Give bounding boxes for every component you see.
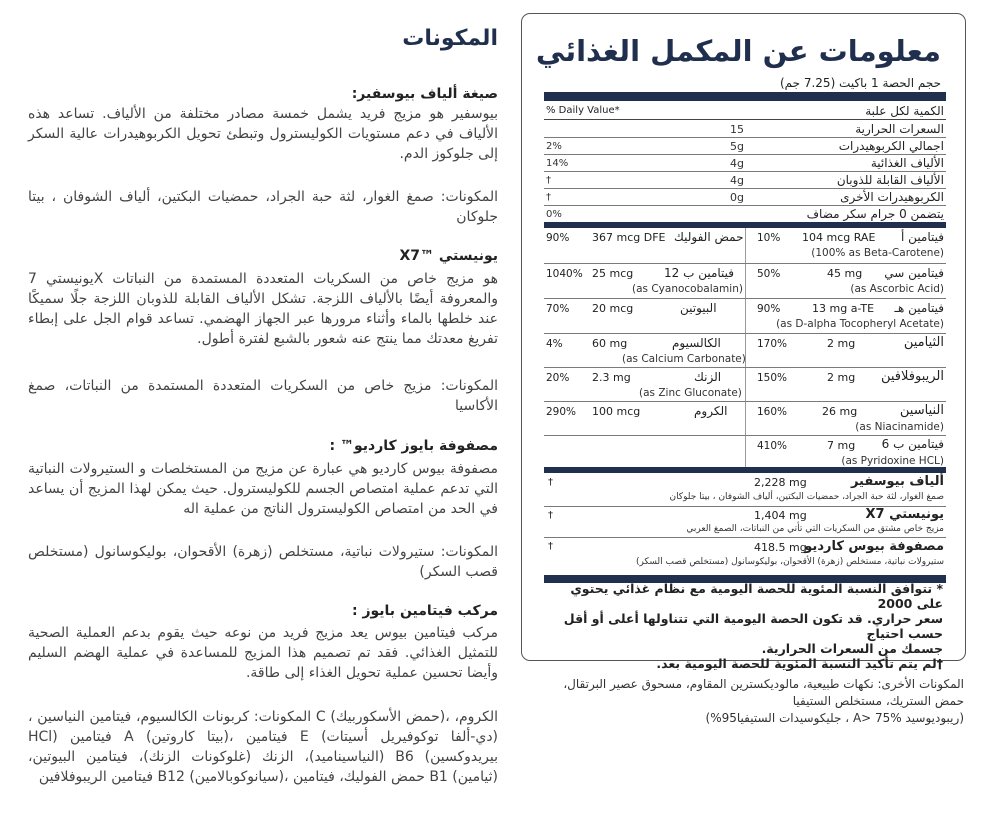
other-ingredients xyxy=(534,676,964,727)
daily-value-footnote xyxy=(543,581,943,671)
blend-name: مصفوفة بيوس كارديو xyxy=(804,539,944,554)
vitamin-pct: 20% xyxy=(546,372,570,384)
section-heading: صيغة ألياف بيوسفير: xyxy=(351,86,498,102)
vitamin-name: فيتامين سي xyxy=(884,266,944,280)
blend-ingredients: ستيرولات نباتية، مستخلص (زهرة) الأقحوان، بوليكوسانول (مستخلص قصب السكر) xyxy=(635,557,944,567)
ingredients-title: المكونات xyxy=(402,26,498,51)
vitamin-pct: 90% xyxy=(757,303,781,315)
nutrient-amount: 15 xyxy=(730,123,744,136)
nutrient-pct: 2% xyxy=(546,141,562,152)
vitamin-name: الزنك xyxy=(694,370,722,384)
vitamin-row xyxy=(544,436,946,470)
vitamin-name: فيتامين أ xyxy=(901,230,944,244)
blend-dagger: † xyxy=(548,510,553,521)
section-paragraph: مصفوفة بيوس كارديو هي عبارة عن مزيج من المستخلصات و الستيرولات النباتية التي تدعم عملية امتصاص الجسم للكوليسترول. حيث يمكن لهذا المزيج أن يساعد في الحد من امتصاص الكوليسترول الناتج من عملية اله xyxy=(28,461,498,517)
vitamin-column-divider xyxy=(745,436,746,470)
vitamin-name: فيتامين ب 6 xyxy=(881,437,944,451)
vitamin-pct: 410% xyxy=(757,440,788,452)
vitamin-column-divider xyxy=(745,299,746,333)
vitamin-pct: 50% xyxy=(757,268,781,280)
vitamin-pct: 290% xyxy=(546,406,577,418)
vitamin-amount: 20 mcg xyxy=(592,302,634,315)
vitamin-amount: 2 mg xyxy=(827,371,856,384)
vitamin-form: (as D-alpha Tocopheryl Acetate) xyxy=(776,318,944,330)
vitamin-row xyxy=(544,368,946,402)
blend-row xyxy=(544,538,946,573)
nutrient-name: يتضمن 0 جرام سكر مضاف xyxy=(806,207,944,221)
nutrient-name: السعرات الحرارية xyxy=(855,122,944,136)
section-paragraph: المكونات: مزيج خاص من السكريات المتعددة المستمدة من النباتات، صمغ الأكاسيا xyxy=(28,378,498,414)
nutrient-row xyxy=(544,206,946,223)
nutrient-row xyxy=(544,138,946,155)
vitamin-pct: 4% xyxy=(546,338,563,350)
section-heading: يونيستي ™X7 xyxy=(399,248,498,264)
footnote-line: * تتوافق النسبة المئوية للحصة اليومية مع نظام غذائي يحتوي على 2000 xyxy=(570,581,943,611)
vitamin-pct: 160% xyxy=(757,406,788,418)
vitamin-amount: 25 mcg xyxy=(592,267,634,280)
nutrient-amount: 0g xyxy=(730,191,744,204)
nutrient-pct: 14% xyxy=(546,158,569,169)
blend-amount: 2,228 mg xyxy=(754,476,807,489)
blends-thick-divider xyxy=(544,467,946,473)
vitamin-form: (as Cyanocobalamin) xyxy=(632,283,743,295)
vitamin-row xyxy=(544,228,946,264)
blend-dagger: † xyxy=(548,477,553,488)
nutrient-row xyxy=(544,121,946,138)
section-heading: مصفوفة بايوز كارديو™ : xyxy=(329,438,498,454)
vitamin-column-divider xyxy=(745,228,746,263)
nutrient-amount: 4g xyxy=(730,174,744,187)
blend-ingredients: مزيج خاص مشتق من السكريات التي تأتي من النباتات، الصمغ العربي xyxy=(686,524,944,534)
section-paragraph: المكونات: ستيرولات نباتية، مستخلص (زهرة) الأقحوان، بوليكوسانول (مستخلص قصب السكر) xyxy=(28,544,498,580)
vitamin-amount: 26 mg xyxy=(822,405,858,418)
nutrient-amount: 4g xyxy=(730,157,744,170)
blend-row xyxy=(544,507,946,538)
section-paragraph: المكونات: صمغ الغوار، لثة حبة الجراد، حمضيات البكتين، ألياف الشوفان ، بيتا جلوكان xyxy=(28,189,498,225)
vitamin-form: (as Ascorbic Acid) xyxy=(850,283,944,295)
blend-amount: 418.5 mg xyxy=(754,541,807,554)
nutrient-pct: 0% xyxy=(546,209,562,220)
vitamin-name: فيتامين هـ xyxy=(894,301,944,315)
vitamin-amount: 367 mcg DFE xyxy=(592,231,666,244)
section-paragraph: مركب فيتامين بيوس يعد مزيج فريد من نوعه حيث يقوم بدعم العملية الصحية للتمثيل الغذائي. فقد تم تصميم هذا المزيج للمساعدة في عملية الهضم السليم وأيضا تحسين عملية تحويل الغذاء إلى طاقة. xyxy=(28,625,498,681)
nutrient-name: الألياف القابلة للذوبان xyxy=(836,173,944,187)
blend-dagger: † xyxy=(548,541,553,552)
vitamin-name: البيوتين xyxy=(680,301,717,315)
vitamin-form: (as Zinc Gluconate) xyxy=(639,387,742,399)
footnote-line: سعر حراري. قد تكون الحصة اليومية التي تتناولها أعلى أو أقل حسب احتياج xyxy=(563,611,943,641)
vitamin-pct: 70% xyxy=(546,303,570,315)
header-row xyxy=(544,102,946,120)
nutrient-row xyxy=(544,189,946,206)
other-ingredients-line: (ريبوديوسيد A> 75% ، جليكوسيدات الستيفيا95%) xyxy=(705,711,964,725)
vitamin-amount: 7 mg xyxy=(827,439,856,452)
vitamin-amount: 2 mg xyxy=(827,337,856,350)
blend-amount: 1,404 mg xyxy=(754,509,807,522)
vitamin-amount: 2.3 mg xyxy=(592,371,631,384)
section-paragraph: بيوسفير هو مزيج فريد يشمل خمسة مصادر مختلفة من الألياف. تساعد هذه الألياف في دعم مستويات الكوليسترول وتبطئ تحويل الكربوهيدرات عالية السكر إلى جلوكوز الدم. xyxy=(28,106,498,162)
vitamin-amount: 13 mg a-TE xyxy=(812,302,875,315)
vitamin-pct: 90% xyxy=(546,232,570,244)
section-paragraph: الكروم، ،(حمض الأسكوربيك) C المكونات: كربونات الكالسيوم، فيتامين النياسين ،(دي-ألفا توكوفيريل أسيتات) E فيتامين ،(بيتا كاروتين) A فيتامين (HCl بيريدوكسين) B6 (النياسيناميد)، الزنك (غلوكونات الزنك)، فيتامين البيوتين، (ثيامين) B1 حمض الفوليك، فيتامين ،(سيانوكوبالامين) B12 فيتامين الريبوفلافين xyxy=(28,709,499,785)
section-heading: مركب فيتامين بايوز : xyxy=(351,603,498,619)
nutrient-pct: † xyxy=(546,192,551,203)
vitamin-row xyxy=(544,264,946,299)
nutrient-name: اجمالي الكربوهيدرات xyxy=(838,139,944,153)
vitamin-column-divider xyxy=(745,368,746,401)
serving-size: حجم الحصة 1 باكيت (7.25 جم) xyxy=(779,76,941,90)
vitamin-column-divider xyxy=(745,402,746,435)
vitamin-name: الثيامين xyxy=(903,335,944,350)
nutrient-row xyxy=(544,172,946,189)
facts-title: معلومات عن المكمل الغذائي xyxy=(535,34,941,68)
nutrient-row xyxy=(544,155,946,172)
nutrient-name: الكربوهيدرات الأخرى xyxy=(840,190,944,204)
vitamin-form: (100% as Beta-Carotene) xyxy=(811,247,944,259)
vitamin-name: النياسين xyxy=(899,403,944,418)
vitamin-pct: 150% xyxy=(757,372,788,384)
vitamin-name: الكالسيوم xyxy=(672,336,721,350)
vitamin-amount: 60 mg xyxy=(592,337,628,350)
vitamin-form: (as Pyridoxine HCL) xyxy=(841,455,944,467)
vitamin-name: الريبوفلافين xyxy=(880,369,944,384)
footnote-line: جسمك من السعرات الحرارية. xyxy=(761,641,943,656)
vitamin-column-divider xyxy=(745,264,746,298)
vitamin-row xyxy=(544,334,946,368)
vitamin-name: الكروم xyxy=(694,404,728,418)
vitamin-form: (as Niacinamide) xyxy=(855,421,944,433)
nutrient-amount: 5g xyxy=(730,140,744,153)
blend-name: يونيستي X7 xyxy=(865,507,944,522)
footnote-line: †لم يتم تأكيد النسبة المئوية للحصة اليومية بعد. xyxy=(656,656,943,671)
vitamin-pct: 1040% xyxy=(546,268,583,280)
vitamin-row xyxy=(544,299,946,334)
vitamin-name: فيتامين ب 12 xyxy=(664,266,735,280)
vitamin-amount: 100 mcg xyxy=(592,405,641,418)
blend-ingredients: صمغ الغوار، لثة حبة الجراد، حمضيات البكتين، ألياف الشوفان ، بيتا جلوكان xyxy=(669,492,944,502)
blend-name: ألياف بيوسفير xyxy=(850,474,944,489)
vitamin-row xyxy=(544,402,946,436)
vitamin-name: حمض الفوليك xyxy=(674,230,744,244)
per-serving-label: الكمية لكل علبة xyxy=(865,104,944,118)
supplement-facts-panel xyxy=(521,13,966,671)
nutrient-pct: † xyxy=(546,175,551,186)
blend-row xyxy=(544,474,946,507)
top-thick-divider xyxy=(544,92,946,101)
vitamin-pct: 10% xyxy=(757,232,781,244)
section-paragraph: هو مزيج خاص من السكريات المتعددة المستمدة من النباتات Xيونيستي 7 والمعروفة أيضًا بالألياف اللزجة. تشكل الألياف القابلة للذوبان اللزجة جلًا سميكًا عند خلطها بالماء وأثناء مرورها عبر الجهاز الهضمي. تساعد قوام الجل على إبطاء تفريغ معدتك مما ينتج عنه شعور بالشبع لفترة أطول. xyxy=(28,271,498,347)
vitamin-amount: 104 mcg RAE xyxy=(802,231,876,244)
nutrient-name: الألياف الغذائية xyxy=(870,156,944,170)
vitamin-form: (as Calcium Carbonate) xyxy=(622,353,746,365)
vitamin-pct: 170% xyxy=(757,338,788,350)
other-ingredients-line: حمض الستريك، مستخلص الستيفيا xyxy=(792,694,964,708)
other-ingredients-line: المكونات الأخرى: نكهات طبيعية، مالوديكسترين المقاوم، مسحوق عصير البرتقال، xyxy=(563,677,964,691)
daily-value-label: % Daily Value* xyxy=(546,105,620,116)
vitamin-amount: 45 mg xyxy=(827,267,863,280)
